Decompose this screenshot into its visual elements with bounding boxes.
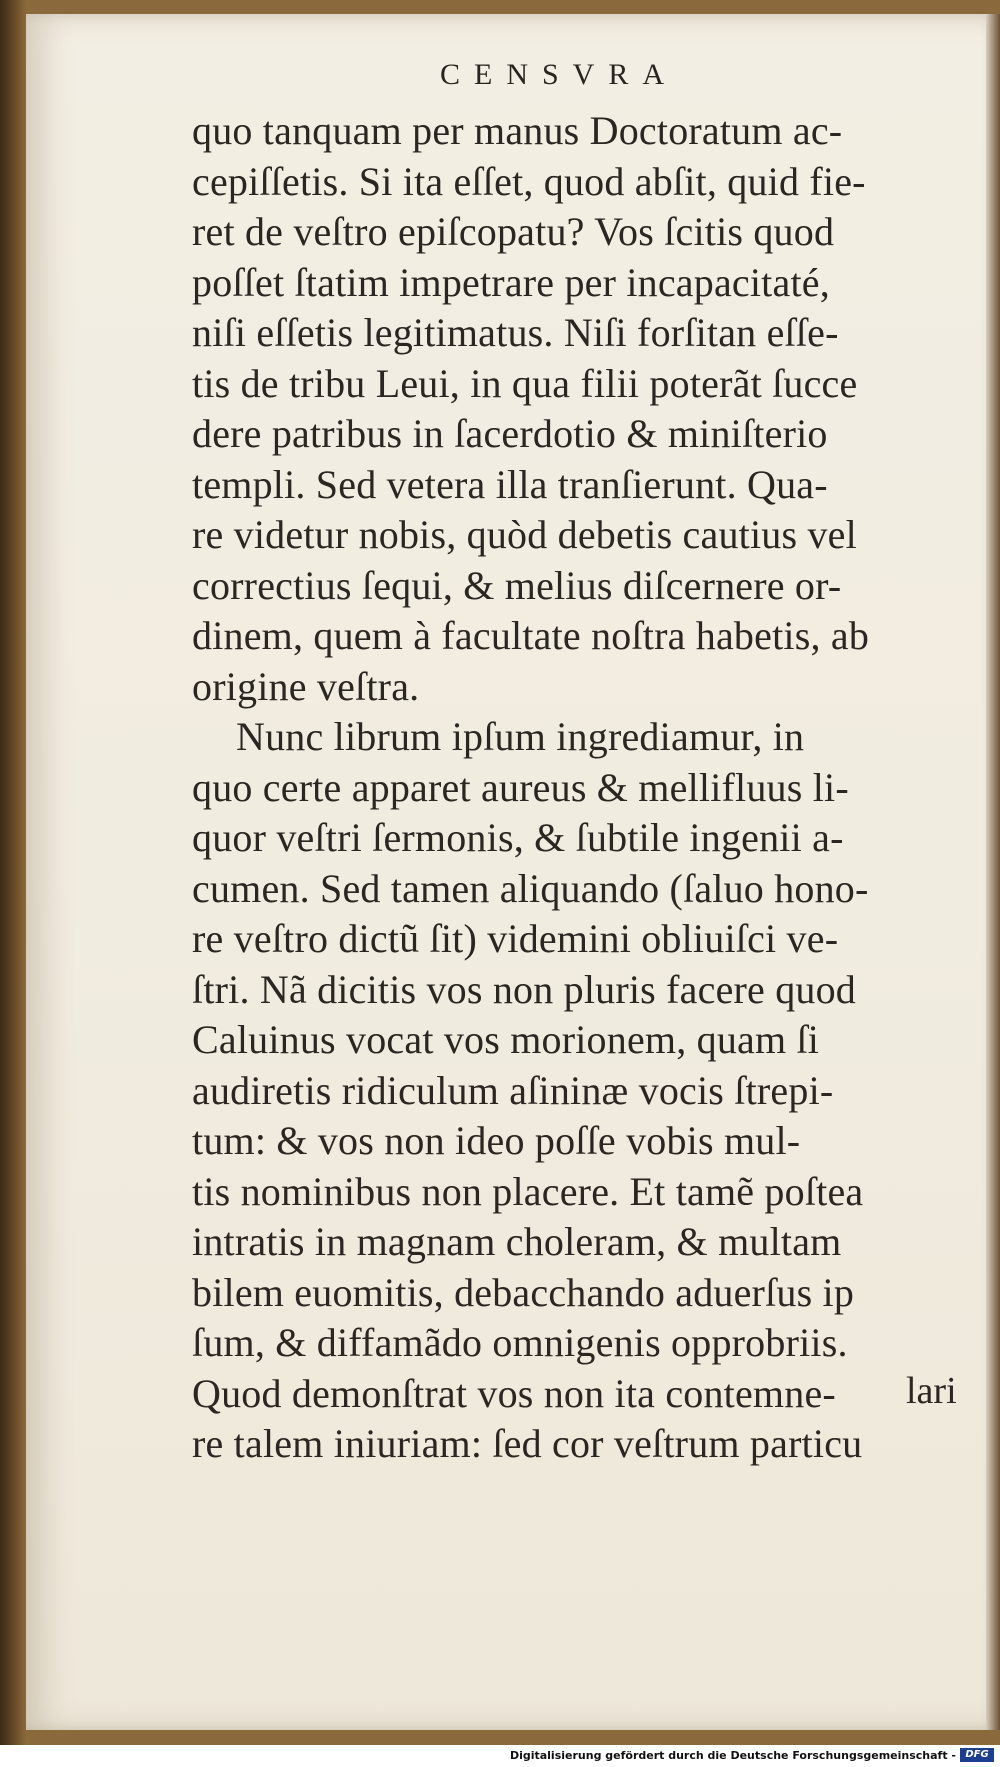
text-line: Quod demonſtrat vos non ita contemne- [192,1370,836,1416]
footer-credit: Digitalisierung gefördert durch die Deutsche Forschungsgemeinschaft - [509,1749,956,1762]
text-line: bilem euomitis, debacchando aduerſus ip [192,1269,855,1315]
text-line: origine veſtra. [192,663,420,709]
text-line: re talem iniuriam: ſed cor veſtrum particu [192,1421,863,1466]
text-line: dinem, quem à facultate noſtra habetis, ab [192,613,870,658]
text-line: quor veſtri ſermonis, & ſubtile ingenii a- [192,815,844,860]
text-line: tis nominibus non placere. Et tamẽ poſtea [192,1168,864,1214]
text-line: Nunc librum ipſum ingrediamur, in [236,714,805,759]
page-edge [986,14,1000,1730]
running-head: CENSVRA [440,58,679,91]
text-block [192,106,972,1470]
text-line: ſtri. Nã dicitis vos non pluris facere quod [192,966,857,1012]
text-line: quo certe apparet aureus & mellifluus li- [192,764,849,810]
text-line: tum: & vos non ideo poſſe vobis mul- [192,1118,801,1163]
book-spine [0,0,26,1745]
text-line: cumen. Sed tamen aliquando (ſaluo hono- [192,865,869,911]
catchword: lari [906,1370,957,1412]
text-line: correctius ſequi, & melius diſcernere or- [192,562,842,608]
text-line: dere patribus in ſacerdotio & miniſterio [192,411,828,456]
text-line: Caluinus vocat vos morionem, quam ſi [192,1017,820,1062]
text-line: templi. Sed vetera illa tranſierunt. Qua- [192,461,828,507]
text-line: poſſet ſtatim impetrare per incapacitaté, [192,259,830,305]
text-line: re videtur nobis, quòd debetis cautius vel [192,512,857,557]
text-line: intratis in magnam choleram, & multam [192,1219,842,1264]
text-line: tis de tribu Leui, in qua filii poterãt ſucce [192,360,858,406]
text-line: cepiſſetis. Si ita eſſet, quod abſit, quid fie- [192,158,866,204]
text-line: quo tanquam per manus Doctoratum ac- [192,108,843,153]
text-line: re veſtro dictũ ſit) videmini obliuiſci ve- [192,916,839,961]
dfg-logo-icon: DFG [960,1748,994,1762]
text-line: ſum, & diffamãdo omnigenis opprobriis. [192,1320,848,1365]
text-line: ret de veſtro epiſcopatu? Vos ſcitis quod [192,209,835,254]
text-line: niſi eſſetis legitimatus. Niſi forſitan eſſe- [192,310,839,355]
text-line: audiretis ridiculum aſininæ vocis ſtrepi- [192,1067,834,1113]
